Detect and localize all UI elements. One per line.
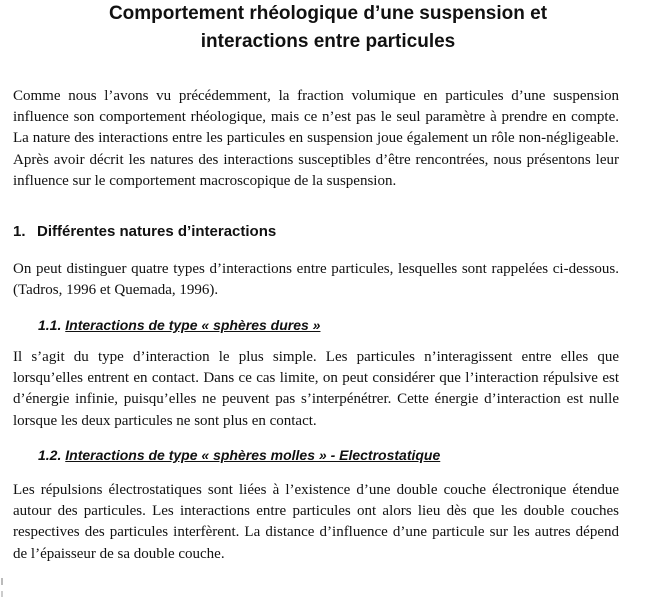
section-1-2-title: Interactions de type « sphères molles » - Electrostatique <box>65 447 441 463</box>
section-1-2-heading <box>38 446 440 464</box>
intro-paragraph: Comme nous l’avons vu précédemment, la fraction volumique en particules d’une suspension influence son comportement rhéologique, mais ce n’est pas le seul paramètre à prendre en compte. La nature des interactions entre les particules en suspension joue également un rôle non-négligeable. Après avoir décrit les natures des interactions susceptibles d’être rencontrées, nous présentons leur influence sur le comportement macroscopique de la suspension. <box>13 88 619 189</box>
document-title-line-1: Comportement rhéologique d’une suspension et <box>108 3 548 24</box>
section-1-1-title: Interactions de type « sphères dures » <box>65 317 321 333</box>
margin-mark <box>1 578 3 585</box>
section-1-1-number: 1.1. <box>38 317 62 333</box>
section-1-2-paragraph: Les répulsions électrostatiques sont liées à l’existence d’une double couche électronique étendue autour des particules. Les interactions entre particules ont alors lieu dès que les double couches respectives des particules interfèrent. La distance d’influence d’une particule sur les autres dépend de l’épaisseur de sa double couche. <box>13 482 619 562</box>
document-title-line-2: interactions entre particules <box>200 31 456 52</box>
section-1-title: Différentes natures d’interactions <box>37 223 277 240</box>
section-1-paragraph: On peut distinguer quatre types d’interactions entre particules, lesquelles sont rappelées ci-dessous. (Tadros, 1996 et Quemada, 1996). <box>13 261 619 299</box>
section-1-1-paragraph: Il s’agit du type d’interaction le plus simple. Les particules n’interagissent entre elles que lorsqu’elles entrent en contact. Dans ce cas limite, on peut considérer que l’interaction répulsive est d’énergie infinie, puisqu’elles ne peuvent pas s’interpénétrer. Cette énergie d’interaction est nulle lorsque les deux particules ne sont plus en contact. <box>13 349 619 429</box>
section-1-1-heading <box>38 316 320 334</box>
section-1-number: 1. <box>13 223 26 240</box>
margin-mark-lower <box>1 591 3 597</box>
section-1-2-number: 1.2. <box>38 447 62 463</box>
section-1-heading <box>13 222 276 242</box>
